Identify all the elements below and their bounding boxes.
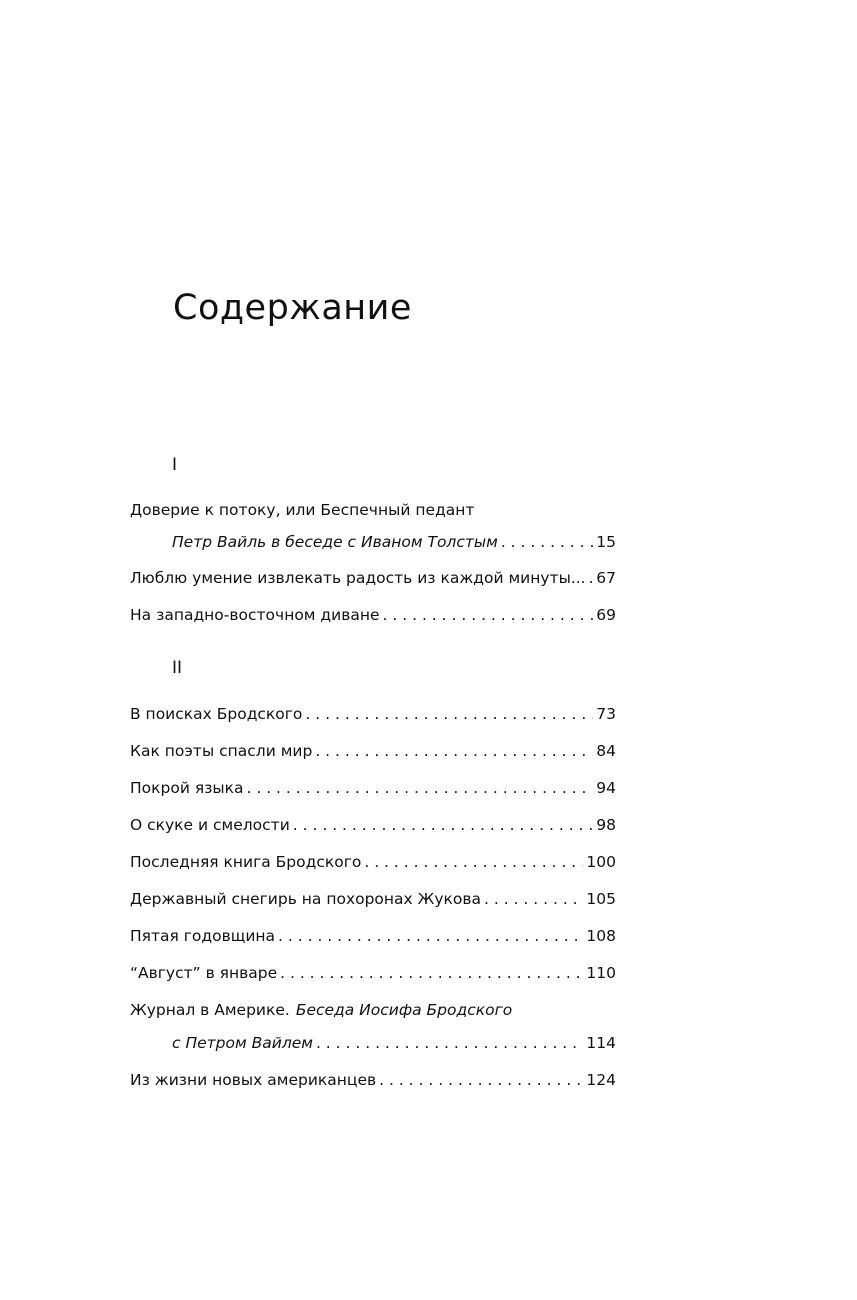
dot-leader [280,962,583,984]
toc-entry[interactable] [130,925,616,947]
dot-leader [278,925,583,947]
toc-entry[interactable] [130,1069,616,1091]
section-heading-1: I [172,455,178,475]
toc-entry-title: Люблю умение извлекать радость из каждой минуты... [130,569,586,587]
dot-leader [315,740,593,762]
toc-entry-page: 84 [596,742,616,760]
toc-entry-title: Покрой языка [130,779,244,797]
dot-leader [293,814,593,836]
dot-leader [364,851,583,873]
toc-entry-page: 110 [586,964,616,982]
dot-leader [501,531,593,553]
section-heading-2: II [172,658,183,678]
dot-leader [379,1069,583,1091]
dot-leader [589,567,594,589]
toc-entry[interactable] [130,888,616,910]
toc-entry[interactable] [130,962,616,984]
toc-entry-title-italic: Беседа Иосифа Бродского [295,1001,513,1019]
toc-entry[interactable] [130,777,616,799]
toc-entry-title: Доверие к потоку, или Беспечный педант [130,501,475,519]
toc-entry[interactable] [130,703,616,725]
dot-leader [383,604,594,626]
toc-entry[interactable] [130,851,616,873]
dot-leader [316,1032,583,1054]
toc-entry-title: Державный снегирь на похоронах Жукова [130,890,481,908]
toc-entry-title: Из жизни новых американцев [130,1071,377,1089]
toc-entry-title: О скуке и смелости [130,816,290,834]
toc-entry-title: В поисках Бродского [130,705,303,723]
toc-entry-subtitle: с Петром Вайлем [172,1034,313,1052]
toc-entry-title: “Август” в январе [130,964,278,982]
toc-entry[interactable] [130,567,616,589]
toc-entry-page: 69 [596,606,616,624]
page-title: Содержание [173,288,412,328]
toc-entry[interactable] [130,999,616,1021]
toc-entry-page: 100 [586,853,616,871]
toc-entry-page: 15 [596,533,616,551]
toc-entry[interactable] [130,499,616,521]
toc-entry-title: На западно-восточном диване [130,606,380,624]
toc-entry-page: 94 [596,779,616,797]
toc-entry-page: 105 [586,890,616,908]
toc-entry-title: Последняя книга Бродского [130,853,362,871]
toc-entry[interactable] [130,814,616,836]
toc-entry-title: Журнал в Америке. [130,1001,290,1019]
toc-entry-page: 98 [596,816,616,834]
toc-entry-page: 73 [596,705,616,723]
toc-entry-page: 114 [586,1034,616,1052]
dot-leader [247,777,594,799]
toc-entry-page: 108 [586,927,616,945]
toc-entry-subtitle: Петр Вайль в беседе с Иваном Толстым [172,533,498,551]
dot-leader [305,703,593,725]
toc-entry[interactable] [130,604,616,626]
toc-entry-title: Как поэты спасли мир [130,742,313,760]
dot-leader [484,888,583,910]
toc-entry-title: Пятая годовщина [130,927,276,945]
toc-entry-page: 124 [586,1071,616,1089]
toc-entry[interactable] [130,740,616,762]
toc-entry-continuation[interactable] [130,1032,616,1054]
toc-entry-continuation[interactable] [130,531,616,553]
toc-entry-page: 67 [596,569,616,587]
